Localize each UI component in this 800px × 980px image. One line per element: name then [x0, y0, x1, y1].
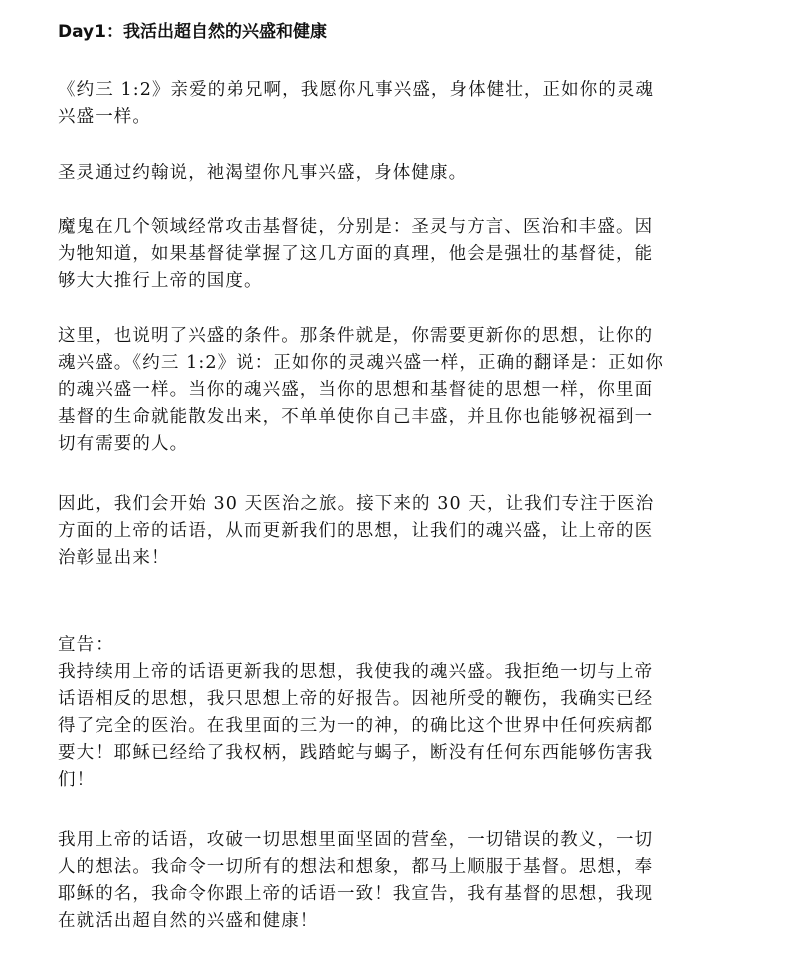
declaration-heading: 宣告： — [58, 635, 114, 655]
text-line: 方面的上帝的话语，从而更新我们的思想，让我们的魂兴盛，让上帝的医 — [58, 521, 654, 541]
attack-paragraph — [58, 214, 758, 295]
text-line: 治彰显出来！ — [58, 548, 170, 568]
text-line: 我持续用上帝的话语更新我的思想，我使我的魂兴盛。我拒绝一切与上帝 — [58, 662, 654, 682]
text-line: 为牠知道，如果基督徒掌握了这几方面的真理，他会是强壮的基督徒，能 — [58, 244, 654, 264]
text-line: 魔鬼在几个领域经常攻击基督徒，分别是：圣灵与方言、医治和丰盛。因 — [58, 217, 654, 237]
text-line: 兴盛一样。 — [58, 107, 151, 127]
text-line: 基督的生命就能散发出来，不单单使你自己丰盛，并且你也能够祝福到一 — [58, 407, 654, 427]
text-line: 《约三 1:2》亲爱的弟兄啊，我愿你凡事兴盛，身体健壮，正如你的灵魂 — [58, 80, 655, 100]
text-line: 切有需要的人。 — [58, 434, 189, 454]
text-line: 们！ — [58, 770, 96, 790]
text-line: 魂兴盛。《约三 1:2》说：正如你的灵魂兴盛一样，正确的翻译是：正如你 — [58, 353, 664, 373]
declaration-paragraph — [58, 659, 758, 794]
journey-paragraph — [58, 491, 758, 572]
text-line: 人的想法。我命令一切所有的想法和想象，都马上顺服于基督。思想，奉 — [58, 857, 654, 877]
text-line: 得了完全的医治。在我里面的三为一的神，的确比这个世界中任何疾病都 — [58, 716, 654, 736]
document-title: Day1：我活出超自然的兴盛和健康 — [58, 22, 327, 42]
intro-paragraph — [58, 160, 758, 187]
text-line: 圣灵通过约翰说，祂渴望你凡事兴盛，身体健康。 — [58, 163, 468, 183]
text-line: 话语相反的思想，我只思想上帝的好报告。因祂所受的鞭伤，我确实已经 — [58, 689, 654, 709]
text-line: 我用上帝的话语，攻破一切思想里面坚固的营垒，一切错误的教义，一切 — [58, 830, 654, 850]
text-line: 耶稣的名，我命令你跟上帝的话语一致！我宣告，我有基督的思想，我现 — [58, 884, 654, 904]
condition-paragraph — [58, 323, 758, 458]
text-line: 要大！耶稣已经给了我权柄，践踏蛇与蝎子，断没有任何东西能够伤害我 — [58, 743, 654, 763]
text-line: 的魂兴盛一样。当你的魂兴盛，当你的思想和基督徒的思想一样，你里面 — [58, 380, 654, 400]
text-line: 够大大推行上帝的国度。 — [58, 271, 263, 291]
text-line: 在就活出超自然的兴盛和健康！ — [58, 911, 319, 931]
text-line: 这里，也说明了兴盛的条件。那条件就是，你需要更新你的思想，让你的 — [58, 326, 654, 346]
declaration-paragraph — [58, 827, 758, 935]
scripture-paragraph — [58, 77, 758, 131]
text-line: 因此，我们会开始 30 天医治之旅。接下来的 30 天，让我们专注于医治 — [58, 494, 655, 514]
